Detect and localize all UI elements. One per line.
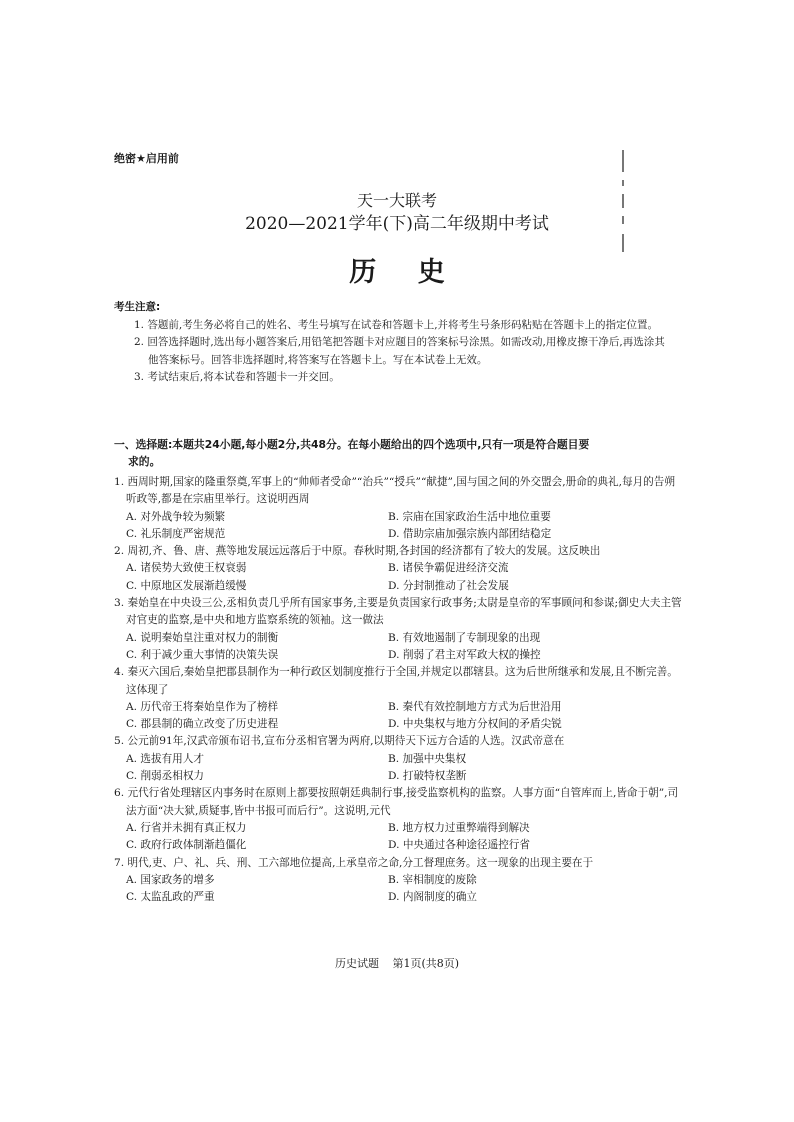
question-2 bbox=[114, 543, 684, 595]
notice-item: 2. 回答选择题时,选出每小题答案后,用铅笔把答题卡对应题目的答案标号涂黑。如需改动,用橡皮擦干净后,再选涂其他答案标号。回答非选择题时,将答案写在答题卡上。写在本试卷上无效。 bbox=[134, 336, 665, 366]
option-b: B. 诸侯争霸促进经济交流 bbox=[388, 562, 509, 575]
option-b: B. 有效地遏制了专制现象的出现 bbox=[388, 631, 541, 644]
option-c: C. 政府行政体制渐趋僵化 bbox=[126, 839, 247, 852]
option-d: D. 中央通过各种途径遥控行省 bbox=[388, 839, 530, 852]
question-list bbox=[114, 474, 684, 906]
option-a: A. 选拔有用人才 bbox=[126, 752, 204, 765]
option-grid bbox=[114, 751, 684, 786]
question-stem: 7. 明代,吏、户、礼、兵、刑、工六部地位提高,上承皇帝之命,分工督理庶务。这一现象的出现主要在于 bbox=[114, 856, 594, 869]
question-5 bbox=[114, 733, 684, 785]
exam-title: 2020—2021学年(下)高二年级期中考试 bbox=[245, 214, 549, 234]
option-c: C. 郡县制的确立改变了历史进程 bbox=[126, 718, 279, 731]
option-c: C. 削弱丞相权力 bbox=[126, 770, 205, 783]
option-d: D. 打破特权垄断 bbox=[388, 770, 467, 783]
notice-item: 3. 考试结束后,将本试卷和答题卡一并交回。 bbox=[134, 371, 340, 383]
option-b: B. 加强中央集权 bbox=[388, 752, 467, 765]
notice-title: 考生注意: bbox=[114, 301, 161, 313]
option-c: C. 中原地区发展渐趋缓慢 bbox=[126, 579, 247, 592]
question-stem: 2. 周初,齐、鲁、唐、燕等地发展远远落后于中原。春秋时期,各封国的经济都有了较大的发展。这反映出 bbox=[114, 545, 601, 558]
confidential-label: 绝密★启用前 bbox=[114, 152, 179, 165]
option-c: C. 礼乐制度严密规范 bbox=[126, 527, 226, 540]
question-3 bbox=[114, 595, 684, 664]
section-heading-line: 求的。 bbox=[128, 455, 161, 468]
question-stem: 4. 秦灭六国后,秦始皇把郡县制作为一种行政区划制度推行于全国,并规定以郡辖县。这为后世所继承和发展,且不断完善。这体现了 bbox=[114, 666, 678, 696]
option-grid bbox=[114, 560, 684, 595]
candidate-notice bbox=[114, 299, 674, 387]
section-heading-line: 一、选择题:本题共24小题,每小题2分,共48分。在每小题给出的四个选项中,只有一项是符合题目要 bbox=[114, 438, 590, 451]
footer-paper-name: 历史试题 bbox=[334, 957, 379, 970]
question-7 bbox=[114, 855, 684, 907]
subject-title: 历 史 bbox=[349, 257, 461, 288]
option-b: B. 地方权力过重弊端得到解决 bbox=[388, 821, 530, 834]
option-grid bbox=[114, 630, 684, 665]
question-4 bbox=[114, 664, 684, 733]
option-grid bbox=[114, 872, 684, 907]
option-a: A. 历代帝王将秦始皇作为了榜样 bbox=[126, 700, 279, 713]
option-b: B. 宰相制度的废除 bbox=[388, 873, 477, 886]
option-d: D. 内阁制度的确立 bbox=[388, 891, 478, 904]
option-b: B. 秦代有效控制地方方式为后世沿用 bbox=[388, 700, 562, 713]
question-1 bbox=[114, 474, 684, 543]
option-grid bbox=[114, 699, 684, 734]
option-grid bbox=[114, 509, 684, 544]
option-d: D. 分封制推动了社会发展 bbox=[388, 579, 509, 592]
option-a: A. 对外战争较为频繁 bbox=[126, 510, 226, 523]
question-6 bbox=[114, 785, 684, 854]
option-a: A. 国家政务的增多 bbox=[126, 873, 215, 886]
option-d: D. 削弱了君主对军政大权的操控 bbox=[388, 648, 541, 661]
option-a: A. 行省并未拥有真正权力 bbox=[126, 821, 247, 834]
option-c: C. 太监乱政的严重 bbox=[126, 891, 215, 904]
organizer-title: 天一大联考 bbox=[356, 191, 437, 210]
notice-item: 1. 答题前,考生务必将自己的姓名、考生号填写在试卷和答题卡上,并将考生号条形码粘贴在答题卡上的指定位置。 bbox=[134, 318, 659, 331]
question-stem: 3. 秦始皇在中央设三公,丞相负责几乎所有国家事务,主要是负责国家行政事务;太尉是皇帝的军事顾问和参谋;御史大夫主管对官吏的监察,是中央和地方监察系统的领袖。这一做法 bbox=[114, 597, 682, 627]
option-d: D. 中央集权与地方分权间的矛盾尖锐 bbox=[388, 718, 562, 731]
question-stem: 5. 公元前91年,汉武帝颁布诏书,宣布分丞相官署为两府,以期待天下远方合适的人选。汉武帝意在 bbox=[114, 735, 565, 748]
option-grid bbox=[114, 820, 684, 855]
question-stem: 6. 元代行省处理辖区内事务时在原则上都要按照朝廷典制行事,接受监察机构的监察。人事方面“自管库而上,皆命于朝”,司法方面“决大狱,质疑事,皆中书报可而后行”。这说明,元代 bbox=[114, 787, 679, 817]
question-stem: 1. 西周时期,国家的隆重祭奠,军事上的“帅师者受命”“治兵”“授兵”“献捷”,国与国之间的外交盟会,册命的典礼,每月的告朔听政等,都是在宗庙里举行。这说明西周 bbox=[114, 476, 675, 506]
option-b: B. 宗庙在国家政治生活中地位重要 bbox=[388, 510, 551, 523]
footer-page-number: 第1页(共8页) bbox=[392, 957, 460, 970]
option-a: A. 诸侯势大致使王权衰弱 bbox=[126, 562, 247, 575]
option-a: A. 说明秦始皇注重对权力的制衡 bbox=[126, 631, 279, 644]
section-heading bbox=[114, 436, 680, 470]
option-d: D. 借助宗庙加强宗族内部团结稳定 bbox=[388, 527, 552, 540]
page-footer bbox=[0, 955, 794, 971]
option-c: C. 利于减少重大事情的决策失误 bbox=[126, 648, 279, 661]
